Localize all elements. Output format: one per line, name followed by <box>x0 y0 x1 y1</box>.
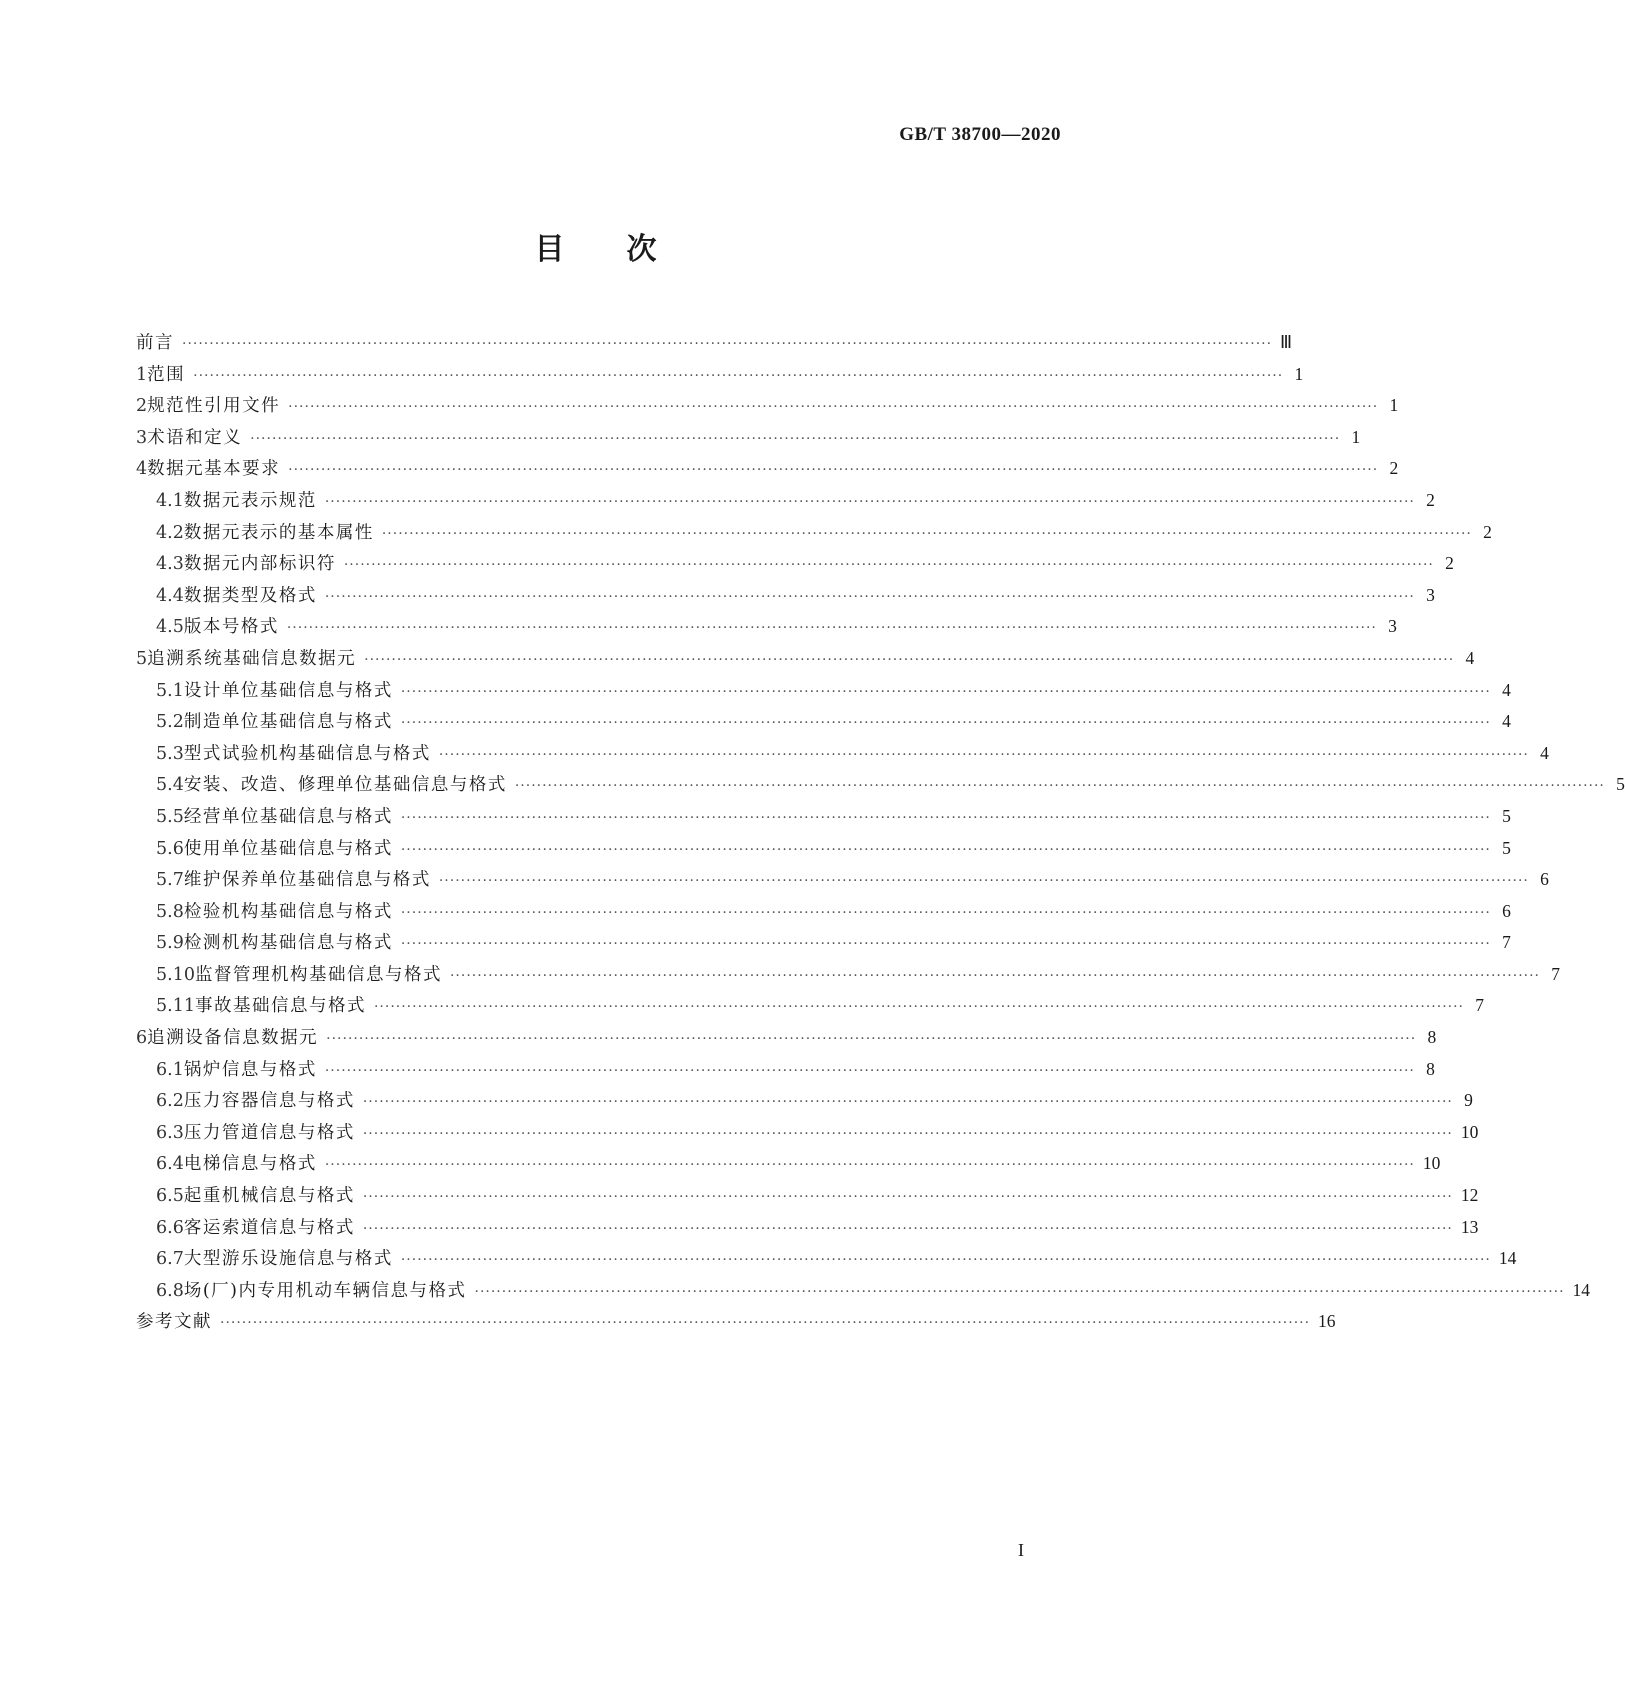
toc-entry-page: 5 <box>1502 837 1511 858</box>
toc-entry-title: 数据元表示的基本属性 <box>183 522 374 543</box>
toc-entry[interactable] <box>136 740 1549 772</box>
toc-entry-number: 6.3 <box>156 1122 184 1143</box>
toc-entry-page: 14 <box>1498 1248 1517 1269</box>
toc-entry-number: 6.6 <box>156 1217 184 1238</box>
toc-entry-page: 14 <box>1572 1279 1591 1300</box>
toc-dot-leader: ········································································································································································································ <box>474 1283 1565 1300</box>
toc-entry-page: 5 <box>1616 774 1625 795</box>
toc-dot-leader: ········································································································································································································ <box>449 967 1541 984</box>
toc-dot-leader: ········································································································································································································ <box>324 1157 1415 1174</box>
toc-entry[interactable] <box>136 550 1454 582</box>
title-char-2: 次 <box>626 232 657 267</box>
toc-entry[interactable] <box>136 645 1475 677</box>
toc-entry-number: 5.10 <box>156 964 195 985</box>
toc-entry-title: 前言 <box>136 333 174 353</box>
toc-entry[interactable] <box>136 866 1549 898</box>
toc-entry[interactable] <box>136 961 1561 993</box>
toc-entry-title: 数据元表示规范 <box>183 490 317 511</box>
toc-entry-title: 维护保养单位基础信息与格式 <box>183 870 431 891</box>
toc-entry-page: 8 <box>1427 1027 1437 1048</box>
toc-entry-number: 5.3 <box>156 743 184 764</box>
toc-dot-leader: ········································································································································································································ <box>400 1252 1491 1269</box>
toc-entry-page: 10 <box>1460 1121 1479 1142</box>
toc-entry-number: 5.2 <box>156 712 184 733</box>
toc-dot-leader: ········································································································································································································ <box>343 557 1434 574</box>
toc-entry-title: 锅炉信息与格式 <box>183 1059 317 1080</box>
toc-entry-title: 客运索道信息与格式 <box>183 1217 355 1238</box>
toc-entry[interactable] <box>136 929 1511 961</box>
toc-dot-leader: ········································································································································································································ <box>250 430 1341 447</box>
toc-entry-number: 4.2 <box>156 522 184 543</box>
toc-entry-title: 型式试验机构基础信息与格式 <box>183 743 431 764</box>
toc-entry[interactable] <box>136 1277 1591 1309</box>
toc-dot-leader: ········································································································································································································ <box>182 336 1273 352</box>
toc-entry-title: 范围 <box>147 364 186 385</box>
toc-entry-title: 数据类型及格式 <box>183 585 317 606</box>
toc-entry-page: 3 <box>1426 584 1435 605</box>
toc-entry-number: 6.8 <box>156 1280 184 1301</box>
toc-dot-leader: ········································································································································································································ <box>193 367 1284 384</box>
toc-entry-number: 5 <box>136 648 148 669</box>
toc-entry-page: 7 <box>1475 995 1485 1016</box>
toc-entry-page: 1 <box>1294 363 1304 384</box>
toc-dot-leader: ········································································································································································································ <box>400 715 1491 732</box>
toc-dot-leader: ········································································································································································································ <box>362 1189 1453 1206</box>
toc-entry-title: 事故基础信息与格式 <box>194 996 366 1017</box>
toc-entry-title: 经营单位基础信息与格式 <box>183 806 393 827</box>
toc-dot-leader: ········································································································································································································ <box>400 936 1491 953</box>
toc-dot-leader: ········································································································································································································ <box>362 1094 1453 1111</box>
toc-entry-title: 追溯设备信息数据元 <box>147 1028 319 1049</box>
toc-dot-leader: ········································································································································································································ <box>438 873 1529 890</box>
toc-entry-number: 2 <box>136 396 148 417</box>
toc-entry-title: 大型游乐设施信息与格式 <box>183 1249 393 1270</box>
toc-entry-number: 6 <box>136 1028 148 1049</box>
toc-entry-page: 1 <box>1389 395 1399 416</box>
toc-entry-number: 6.1 <box>156 1059 184 1080</box>
toc-entry-number: 5.11 <box>156 996 195 1017</box>
toc-entry-page: 8 <box>1426 1058 1435 1079</box>
toc-entry-title: 压力容器信息与格式 <box>183 1091 355 1112</box>
toc-dot-leader: ········································································································································································································ <box>438 746 1529 763</box>
toc-entry[interactable] <box>136 677 1511 709</box>
toc-entry-title: 电梯信息与格式 <box>183 1154 317 1175</box>
toc-entry-number: 5.9 <box>156 933 184 954</box>
toc-entry-number: 1 <box>136 364 148 385</box>
toc-entry[interactable] <box>136 329 1293 361</box>
toc-entry[interactable] <box>136 424 1361 456</box>
toc-entry-title: 追溯系统基础信息数据元 <box>147 648 357 669</box>
toc-entry-title: 场(厂)内专用机动车辆信息与格式 <box>183 1280 467 1301</box>
toc-entry[interactable] <box>136 392 1399 424</box>
toc-entry-title: 数据元内部标识符 <box>183 554 336 575</box>
page-number: I <box>1018 1540 1024 1560</box>
toc-entry[interactable] <box>136 835 1511 867</box>
toc-dot-leader: ········································································································································································································ <box>400 683 1491 700</box>
toc-entry-title: 制造单位基础信息与格式 <box>183 712 393 733</box>
toc-entry-number: 6.7 <box>156 1249 184 1270</box>
toc-entry-title: 监督管理机构基础信息与格式 <box>194 964 442 985</box>
standard-code: GB/T 38700—2020 <box>899 124 1061 145</box>
toc-entry[interactable] <box>136 1087 1473 1119</box>
toc-entry-number: 5.8 <box>156 901 184 922</box>
toc-entry[interactable] <box>136 1150 1441 1182</box>
toc-dot-leader: ········································································································································································································ <box>326 1031 1417 1048</box>
toc-entry-page: 13 <box>1460 1216 1479 1237</box>
toc-entry[interactable] <box>136 1056 1435 1088</box>
toc-entry[interactable] <box>136 1308 1336 1340</box>
toc-entry-page: 10 <box>1422 1153 1441 1174</box>
toc-entry-page: 1 <box>1351 426 1361 447</box>
toc-dot-leader: ········································································································································································································ <box>286 620 1377 637</box>
toc-dot-leader: ········································································································································································································ <box>288 462 1379 479</box>
toc-entry-page: Ⅲ <box>1280 332 1293 352</box>
toc-entry-title: 规范性引用文件 <box>147 396 281 417</box>
table-of-contents <box>136 329 1625 1340</box>
toc-entry[interactable] <box>136 898 1511 930</box>
toc-entry-number: 4.3 <box>156 554 184 575</box>
toc-dot-leader: ········································································································································································································ <box>400 809 1491 826</box>
toc-entry-page: 7 <box>1551 963 1561 984</box>
toc-entry[interactable] <box>136 455 1399 487</box>
toc-entry[interactable] <box>136 361 1304 393</box>
toc-entry-page: 4 <box>1502 679 1511 700</box>
toc-dot-leader: ········································································································································································································ <box>400 904 1491 921</box>
toc-entry-page: 5 <box>1502 805 1511 826</box>
toc-dot-leader: ········································································································································································································ <box>362 1220 1453 1237</box>
toc-entry[interactable] <box>136 708 1511 740</box>
toc-dot-leader: ········································································································································································································ <box>324 588 1415 605</box>
toc-entry[interactable] <box>136 992 1485 1024</box>
toc-entry[interactable] <box>136 613 1397 645</box>
toc-entry-title: 安装、改造、修理单位基础信息与格式 <box>183 775 507 796</box>
toc-entry-page: 12 <box>1460 1185 1479 1206</box>
toc-dot-leader: ········································································································································································································ <box>324 1062 1415 1079</box>
toc-entry-page: 9 <box>1464 1090 1473 1111</box>
toc-entry-page: 6 <box>1540 869 1549 890</box>
toc-entry-title: 设计单位基础信息与格式 <box>183 680 393 701</box>
toc-dot-leader: ········································································································································································································ <box>514 778 1605 795</box>
toc-entry-title: 参考文献 <box>136 1312 212 1333</box>
toc-entry[interactable] <box>136 1119 1479 1151</box>
toc-entry-number: 5.6 <box>156 838 184 859</box>
toc-entry-page: 16 <box>1318 1311 1336 1332</box>
toc-dot-leader: ········································································································································································································ <box>381 525 1472 542</box>
toc-entry-title: 检验机构基础信息与格式 <box>183 901 393 922</box>
toc-entry[interactable] <box>136 519 1492 551</box>
toc-entry-title: 检测机构基础信息与格式 <box>183 933 393 954</box>
toc-dot-leader: ········································································································································································································ <box>400 841 1491 858</box>
toc-entry-page: 2 <box>1389 458 1399 479</box>
toc-entry-number: 6.2 <box>156 1091 184 1112</box>
toc-entry[interactable] <box>136 1245 1517 1277</box>
toc-entry-number: 5.7 <box>156 870 184 891</box>
toc-entry-page: 3 <box>1388 616 1397 637</box>
toc-entry[interactable] <box>136 771 1625 803</box>
toc-entry-number: 5.1 <box>156 680 184 701</box>
toc-entry-number: 4.1 <box>156 490 184 511</box>
toc-entry-page: 4 <box>1540 742 1549 763</box>
toc-entry-number: 4.4 <box>156 585 184 606</box>
toc-entry-title: 数据元基本要求 <box>147 459 281 480</box>
toc-entry[interactable] <box>136 1214 1479 1246</box>
toc-entry-page: 2 <box>1445 553 1454 574</box>
toc-entry-page: 4 <box>1502 711 1511 732</box>
toc-dot-leader: ········································································································································································································ <box>324 493 1415 510</box>
toc-entry-page: 7 <box>1502 932 1511 953</box>
toc-entry-number: 3 <box>136 427 148 448</box>
toc-dot-leader: ········································································································································································································ <box>364 651 1455 668</box>
toc-entry[interactable] <box>136 1182 1479 1214</box>
toc-entry-number: 5.4 <box>156 775 184 796</box>
page-title <box>0 224 1191 268</box>
toc-entry-title: 术语和定义 <box>147 427 243 448</box>
toc-entry-page: 2 <box>1426 489 1435 510</box>
toc-entry-number: 6.4 <box>156 1154 184 1175</box>
toc-entry-title: 使用单位基础信息与格式 <box>183 838 393 859</box>
toc-entry-title: 起重机械信息与格式 <box>183 1186 355 1207</box>
toc-entry[interactable] <box>136 803 1511 835</box>
toc-entry[interactable] <box>136 487 1435 519</box>
toc-dot-leader: ········································································································································································································ <box>288 399 1379 416</box>
toc-entry-number: 4 <box>136 459 148 480</box>
toc-dot-leader: ········································································································································································································ <box>220 1315 1311 1332</box>
toc-dot-leader: ········································································································································································································ <box>362 1125 1453 1142</box>
toc-entry-title: 压力管道信息与格式 <box>183 1122 355 1143</box>
toc-entry-title: 版本号格式 <box>183 617 279 638</box>
toc-entry-page: 4 <box>1465 647 1475 668</box>
toc-entry[interactable] <box>136 1024 1437 1056</box>
toc-dot-leader: ········································································································································································································ <box>373 999 1465 1016</box>
title-char-1: 目 <box>534 232 565 267</box>
toc-entry-page: 6 <box>1502 900 1511 921</box>
toc-entry-page: 2 <box>1483 521 1492 542</box>
toc-entry-number: 6.5 <box>156 1186 184 1207</box>
toc-entry[interactable] <box>136 582 1435 614</box>
toc-entry-number: 5.5 <box>156 806 184 827</box>
toc-entry-number: 4.5 <box>156 617 184 638</box>
